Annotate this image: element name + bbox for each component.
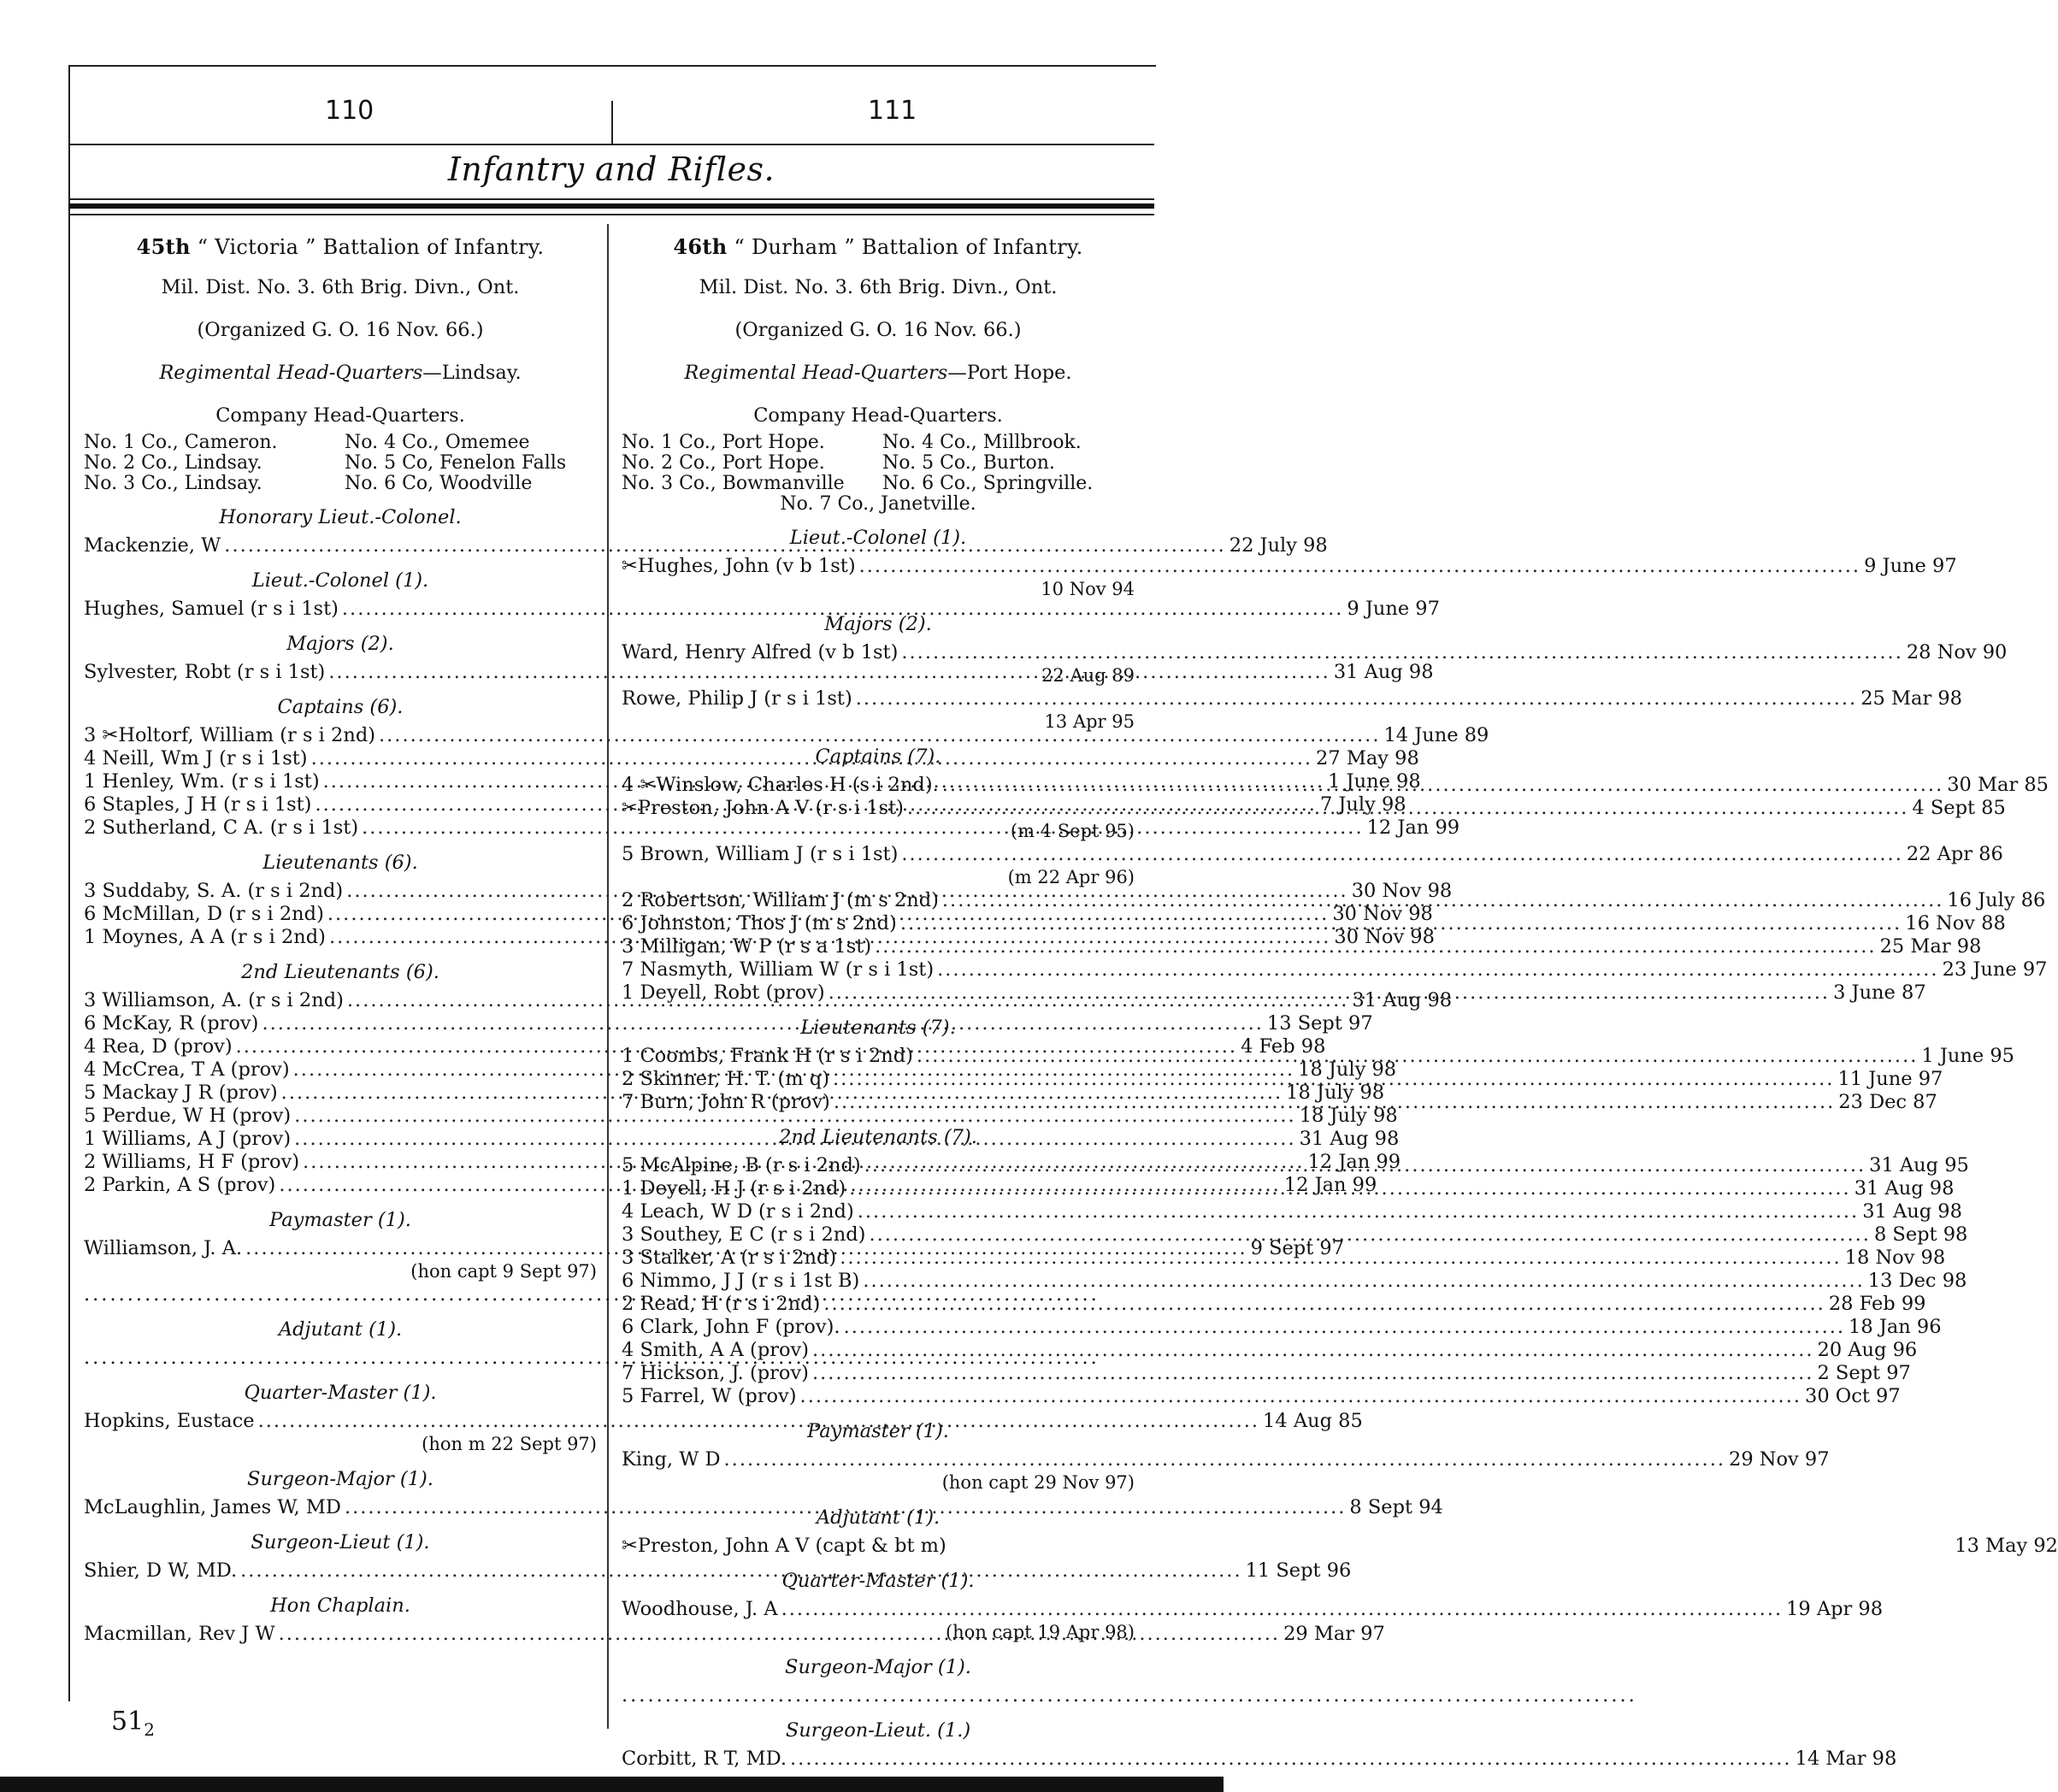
- officer-name: Ward, Henry Alfred (v b 1st): [622, 641, 899, 663]
- commission-date: 1 June 95: [1921, 1045, 2014, 1067]
- officer-name: 3 Southey, E C (r s i 2nd): [622, 1223, 866, 1246]
- officer-name: ✂Hughes, John (v b 1st): [622, 555, 856, 577]
- title-rule-thin: [68, 198, 1154, 200]
- officer-entry: [622, 1448, 1830, 1471]
- leader-dots: [800, 1385, 1801, 1408]
- officer-name: 6 Johnston, Thos J (m s 2nd): [622, 912, 897, 934]
- commission-date: 18 July 98: [1299, 1105, 1398, 1127]
- commission-date: 18 Nov 98: [1844, 1247, 1946, 1269]
- blank-entry-line: [622, 1684, 1135, 1707]
- leader-dots: [829, 981, 1830, 1005]
- commission-date: 14 Mar 98: [1795, 1748, 1897, 1770]
- officer-name: 6 McMillan, D (r s i 2nd): [84, 903, 324, 925]
- leader-dots: [790, 1748, 1791, 1771]
- commission-date: 12 Jan 99: [1283, 1174, 1377, 1196]
- company-item: No. 3 Co., Lindsay.: [84, 473, 262, 494]
- officer-name: Hopkins, Eustace: [84, 1410, 255, 1432]
- leader-dots: [849, 1177, 1850, 1200]
- hq-place: —Port Hope.: [947, 362, 1072, 384]
- battalion-title: [84, 235, 597, 259]
- officer-name: Sylvester, Robt (r s i 1st): [84, 661, 326, 683]
- officer-entry: [622, 641, 2008, 664]
- officer-entry: [622, 687, 1962, 710]
- leader-dots: [875, 935, 1876, 958]
- officer-name: 1 Deyell, Robt (prov): [622, 981, 825, 1004]
- officer-name: 3 Milligan, W P (r s a 1st): [622, 935, 872, 958]
- officer-entry: [622, 1200, 1962, 1223]
- leader-dots: [907, 797, 1908, 820]
- leader-dots: [856, 687, 1857, 710]
- officer-name: Corbitt, R T, MD.: [622, 1748, 787, 1770]
- officer-name: Woodhouse, J. A: [622, 1598, 778, 1620]
- officer-name: 1 Deyell, H J (r s i 2nd): [622, 1177, 846, 1200]
- company-hq-heading: Company Head-Quarters.: [753, 404, 1003, 427]
- commission-date: 30 Nov 98: [1334, 926, 1435, 948]
- officer-entry: [622, 555, 1957, 578]
- signature-number: 51: [111, 1707, 144, 1736]
- rank-heading: Lieut.-Colonel (1).: [789, 527, 967, 549]
- left-page-number: 110: [325, 96, 374, 126]
- officer-name: 3 Stalker, A (r s i 2nd): [622, 1247, 837, 1269]
- officer-entry: [622, 1748, 1897, 1771]
- officer-name: 5 McAlpine, B (r s i 2nd): [622, 1154, 861, 1176]
- commission-date: 18 July 98: [1298, 1058, 1397, 1081]
- officer-name: Williamson, J. A.: [84, 1237, 243, 1259]
- officer-name: 4 Rea, D (prov): [84, 1035, 233, 1058]
- commission-date: 28 Feb 99: [1828, 1293, 1926, 1315]
- officer-entry: [84, 724, 1489, 747]
- officer-entry: [84, 598, 1440, 621]
- rank-heading: 2nd Lieutenants (6).: [241, 961, 439, 983]
- section-title: Infantry and Rifles.: [447, 150, 775, 188]
- commission-date: 22 July 98: [1229, 534, 1328, 557]
- officer-name: 2 Robertson, William J (m s 2nd): [622, 889, 939, 911]
- officer-entry: [622, 1270, 1967, 1293]
- company-item: No. 4 Co., Millbrook.: [882, 432, 1082, 453]
- rank-heading: Surgeon-Lieut (1).: [251, 1531, 430, 1553]
- entry-note: 22 Aug 89: [1041, 665, 1135, 686]
- commission-date: 25 Mar 98: [1879, 935, 1982, 958]
- officer-name: 7 Hickson, J. (prov): [622, 1362, 809, 1384]
- company-item: No. 4 Co., Omemee: [345, 432, 530, 453]
- hq-label: Regimental Head-Quarters: [684, 362, 948, 384]
- entry-note: 13 Apr 95: [1044, 711, 1135, 732]
- commission-date: 12 Jan 99: [1307, 1151, 1401, 1173]
- officer-entry: [622, 1385, 1901, 1408]
- organized-line: (Organized G. O. 16 Nov. 66.): [197, 319, 484, 341]
- leader-dots: [812, 1362, 1813, 1385]
- commission-date: 14 Aug 85: [1263, 1410, 1363, 1432]
- hq-label: Regimental Head-Quarters: [159, 362, 423, 384]
- leader-dots: [900, 912, 1902, 935]
- rank-heading: Adjutant (1).: [278, 1318, 403, 1341]
- company-item: No. 5 Co., Burton.: [882, 452, 1055, 474]
- company-hq-heading: Company Head-Quarters.: [215, 404, 465, 427]
- district-line: Mil. Dist. No. 3. 6th Brig. Divn., Ont.: [699, 276, 1058, 298]
- commission-date: 18 July 98: [1286, 1082, 1385, 1104]
- rank-heading: Quarter-Master (1).: [781, 1570, 975, 1592]
- officer-name: 3 Suddaby, S. A. (r s i 2nd): [84, 880, 344, 902]
- officer-name: 3 ✂Holtorf, William (r s i 2nd): [84, 724, 375, 746]
- commission-date: 29 Nov 97: [1729, 1448, 1830, 1471]
- scan-edge: [0, 1777, 1224, 1792]
- commission-date: 22 Apr 86: [1906, 843, 2003, 865]
- leader-dots: [901, 641, 1902, 664]
- commission-date: 30 Nov 98: [1351, 880, 1453, 902]
- officer-name: 7 Nasmyth, William W (r s i 1st): [622, 958, 935, 981]
- right-page-number: 111: [868, 96, 917, 126]
- leader-dots: [863, 1270, 1864, 1293]
- officer-name: 2 Sutherland, C A. (r s i 1st): [84, 816, 359, 839]
- company-item: No. 3 Co., Bowmanville: [622, 473, 845, 494]
- leader-dots: [840, 1247, 1841, 1270]
- rank-heading: Paymaster (1).: [269, 1209, 411, 1231]
- commission-date: 9 June 97: [1864, 555, 1957, 577]
- commission-date: 19 Apr 98: [1786, 1598, 1884, 1620]
- commission-date: 13 Dec 98: [1867, 1270, 1967, 1292]
- officer-name: 7 Burn, John R (prov): [622, 1091, 830, 1113]
- commission-date: 27 May 98: [1316, 747, 1419, 769]
- company-item: No. 2 Co., Port Hope.: [622, 452, 825, 474]
- commission-date: 28 Nov 90: [1906, 641, 2008, 663]
- officer-name: ✂Preston, John A V (capt & bt m): [622, 1535, 946, 1557]
- commission-date: 20 Aug 96: [1817, 1339, 1918, 1361]
- officer-entry: [622, 1535, 2058, 1558]
- leader-dots: [834, 1091, 1835, 1114]
- officer-name: 5 Farrel, W (prov): [622, 1385, 797, 1407]
- officer-name: 4 Leach, W D (r s i 2nd): [622, 1200, 854, 1223]
- leader-dots: [859, 555, 1860, 578]
- officer-name: 6 Staples, J H (r s i 1st): [84, 793, 312, 816]
- entry-note: 10 Nov 94: [1041, 579, 1135, 599]
- organized-line: (Organized G. O. 16 Nov. 66.): [734, 319, 1022, 341]
- officer-name: 2 Read, H (r s i 2nd): [622, 1293, 821, 1315]
- officer-name: 4 McCrea, T A (prov): [84, 1058, 290, 1081]
- officer-entry: [622, 958, 2048, 981]
- officer-name: 6 McKay, R (prov): [84, 1012, 259, 1035]
- rank-heading: Surgeon-Major (1).: [785, 1656, 971, 1678]
- commission-date: 4 Sept 85: [1912, 797, 2006, 819]
- company-item: No. 2 Co., Lindsay.: [84, 452, 262, 474]
- rank-heading: Hon Chaplain.: [270, 1595, 410, 1617]
- signature-mark: [111, 1707, 155, 1740]
- commission-date: 11 Sept 96: [1245, 1559, 1352, 1582]
- officer-name: 5 Perdue, W H (prov): [84, 1105, 292, 1127]
- commission-date: 16 Nov 88: [1905, 912, 2006, 934]
- officer-name: Mackenzie, W: [84, 534, 221, 557]
- leader-dots: [942, 889, 1943, 912]
- title-rule-lower: [68, 214, 1154, 215]
- officer-name: Macmillan, Rev J W: [84, 1623, 275, 1645]
- officer-name: ✂Preston, John A V (r s i 1st): [622, 797, 904, 819]
- officer-entry: [622, 843, 2003, 866]
- commission-date: 23 June 97: [1942, 958, 2048, 981]
- commission-date: 4 Feb 98: [1241, 1035, 1326, 1058]
- company-list: [622, 433, 1135, 515]
- rank-heading: Lieut.-Colonel (1).: [251, 569, 429, 592]
- blank-entry-line: [84, 1347, 597, 1370]
- commission-date: 30 Nov 98: [1332, 903, 1433, 925]
- commission-date: 31 Aug 98: [1854, 1177, 1955, 1200]
- company-item: No. 1 Co., Cameron.: [84, 432, 278, 453]
- commission-date: 11 June 97: [1837, 1068, 1943, 1090]
- hq-place: —Lindsay.: [422, 362, 522, 384]
- commission-date: 9 Sept 97: [1250, 1237, 1345, 1259]
- entry-note: (hon capt 19 Apr 98): [945, 1622, 1135, 1642]
- header-divider: [611, 101, 613, 144]
- commission-date: 31 Aug 95: [1869, 1154, 1969, 1176]
- officer-entry: [622, 1316, 1942, 1339]
- rank-heading: Honorary Lieut.-Colonel.: [219, 506, 462, 528]
- company-item: No. 5 Co, Fenelon Falls: [345, 452, 567, 474]
- company-item: No. 6 Co., Springville.: [882, 473, 1094, 494]
- entry-note: (hon capt 9 Sept 97): [410, 1261, 597, 1282]
- commission-date: 30 Mar 85: [1947, 774, 2049, 796]
- officer-name: 4 Smith, A A (prov): [622, 1339, 810, 1361]
- officer-name: 6 Nimmo, J J (r s i 1st B): [622, 1270, 860, 1292]
- commission-date: 8 Sept 98: [1873, 1223, 1968, 1246]
- officer-name: 2 Williams, H F (prov): [84, 1151, 300, 1173]
- commission-date: 1 June 98: [1328, 770, 1421, 793]
- rank-heading: Majors (2).: [286, 633, 394, 655]
- leader-dots: [937, 958, 1938, 981]
- officer-name: 4 Neill, Wm J (r s i 1st): [84, 747, 308, 769]
- officer-name: McLaughlin, James W, MD: [84, 1496, 341, 1518]
- commission-date: 16 July 86: [1947, 889, 2046, 911]
- commission-date: 2 Sept 97: [1817, 1362, 1911, 1384]
- company-list: [84, 433, 597, 494]
- regimental-hq-line: [84, 362, 597, 385]
- officer-name: 1 Coombs, Frank H (r s i 2nd): [622, 1045, 913, 1067]
- commission-date: 31 Aug 98: [1352, 989, 1453, 1011]
- leader-dots: [942, 774, 1943, 797]
- commission-date: 8 Sept 94: [1349, 1496, 1443, 1518]
- officer-name: 3 Williamson, A. (r s i 2nd): [84, 989, 344, 1011]
- district-line: Mil. Dist. No. 3. 6th Brig. Divn., Ont.: [161, 276, 520, 298]
- rank-heading: Quarter-Master (1).: [244, 1382, 437, 1404]
- rank-heading: Lieutenants (6).: [262, 852, 418, 874]
- commission-date: 29 Mar 97: [1283, 1623, 1385, 1645]
- officer-name: 1 Moynes, A A (r s i 2nd): [84, 926, 326, 948]
- leader-dots: [901, 843, 1902, 866]
- officer-name: Shier, D W, MD.: [84, 1559, 238, 1582]
- entry-note: (hon m 22 Sept 97): [422, 1434, 597, 1454]
- commission-date: 30 Oct 97: [1805, 1385, 1901, 1407]
- entry-note: (m 4 Sept 95): [1010, 821, 1135, 841]
- blank-entry-line: [84, 1283, 597, 1306]
- rank-heading: Surgeon-Lieut. (1.): [785, 1719, 971, 1742]
- leader-dots: [844, 1316, 1845, 1339]
- entry-note: (m 22 Apr 96): [1007, 867, 1135, 887]
- leader-dots: [823, 1293, 1825, 1316]
- battalion-number: 45th: [136, 234, 191, 259]
- officer-name: 5 Brown, William J (r s i 1st): [622, 843, 899, 865]
- leader-dots: [781, 1598, 1783, 1621]
- commission-date: 23 Dec 87: [1838, 1091, 1937, 1113]
- leader-dots: [833, 1068, 1834, 1091]
- battalion-title: [622, 235, 1135, 259]
- officer-name: 6 Clark, John F (prov).: [622, 1316, 840, 1338]
- commission-date: 25 Mar 98: [1860, 687, 1962, 710]
- officer-name: 2 Parkin, A S (prov): [84, 1174, 276, 1196]
- signature-fraction: 2: [144, 1719, 155, 1740]
- officer-entry: [622, 1223, 1968, 1247]
- commission-date: 3 June 87: [1833, 981, 1926, 1004]
- officer-name: Rowe, Philip J (r s i 1st): [622, 687, 852, 710]
- officer-name: Hughes, Samuel (r s i 1st): [84, 598, 339, 620]
- officer-name: 1 Henley, Wm. (r s i 1st): [84, 770, 320, 793]
- leader-dots: [869, 1223, 1870, 1247]
- leader-dots: [864, 1154, 1866, 1177]
- rank-heading: 2nd Lieutenants (7).: [779, 1126, 977, 1148]
- commission-date: 31 Aug 98: [1862, 1200, 1962, 1223]
- officer-name: 4 ✂Winslow, Charles H (s i 2nd).: [622, 774, 939, 796]
- leader-dots: [724, 1448, 1725, 1471]
- battalion-number: 46th: [673, 234, 728, 259]
- officer-name: 2 Skinner, H. T. (m q): [622, 1068, 829, 1090]
- officer-entry: [622, 1339, 1918, 1362]
- battalion-name: “ Victoria ” Battalion of Infantry.: [197, 235, 545, 259]
- officer-name: 5 Mackay J R (prov): [84, 1082, 278, 1104]
- commission-date: 18 Jan 96: [1849, 1316, 1942, 1338]
- officer-entry: [622, 1293, 1926, 1316]
- rank-heading: Majors (2).: [824, 613, 932, 635]
- rank-heading: Surgeon-Major (1).: [247, 1468, 433, 1490]
- commission-date: 31 Aug 98: [1299, 1128, 1400, 1150]
- commission-date: 14 June 89: [1383, 724, 1489, 746]
- company-item: No. 6 Co, Woodville: [345, 473, 533, 494]
- leader-dots: [858, 1200, 1859, 1223]
- officer-entry: [84, 1105, 1398, 1128]
- rank-heading: Paymaster (1).: [807, 1420, 949, 1442]
- officer-name: King, W D: [622, 1448, 721, 1471]
- officer-entry: [622, 1598, 1884, 1621]
- commission-date: 31 Aug 98: [1333, 661, 1434, 683]
- commission-date: 7 July 98: [1319, 793, 1406, 816]
- rank-heading: Lieutenants (7).: [800, 1017, 956, 1039]
- rank-heading: Adjutant (1).: [816, 1506, 941, 1529]
- entry-note: (hon capt 29 Nov 97): [941, 1472, 1135, 1493]
- rank-heading: Captains (6).: [277, 696, 404, 718]
- leader-dots: [917, 1045, 1918, 1068]
- commission-date: 12 Jan 99: [1366, 816, 1460, 839]
- title-rule-thick: [68, 203, 1154, 209]
- regimental-hq-line: [622, 362, 1135, 385]
- commission-date: 13 May 92: [1955, 1535, 2058, 1557]
- company-item: No. 7 Co., Janetville.: [780, 493, 976, 515]
- battalion-name: “ Durham ” Battalion of Infantry.: [734, 235, 1083, 259]
- commission-date: 13 Sept 97: [1266, 1012, 1373, 1035]
- leader-dots: [812, 1339, 1813, 1362]
- rank-heading: Captains (7).: [815, 746, 941, 768]
- commission-date: 9 June 97: [1347, 598, 1440, 620]
- officer-name: 1 Williams, A J (prov): [84, 1128, 292, 1150]
- officer-entry: [622, 1362, 1911, 1385]
- header-rule: [68, 144, 1154, 145]
- company-item: No. 1 Co., Port Hope.: [622, 432, 825, 453]
